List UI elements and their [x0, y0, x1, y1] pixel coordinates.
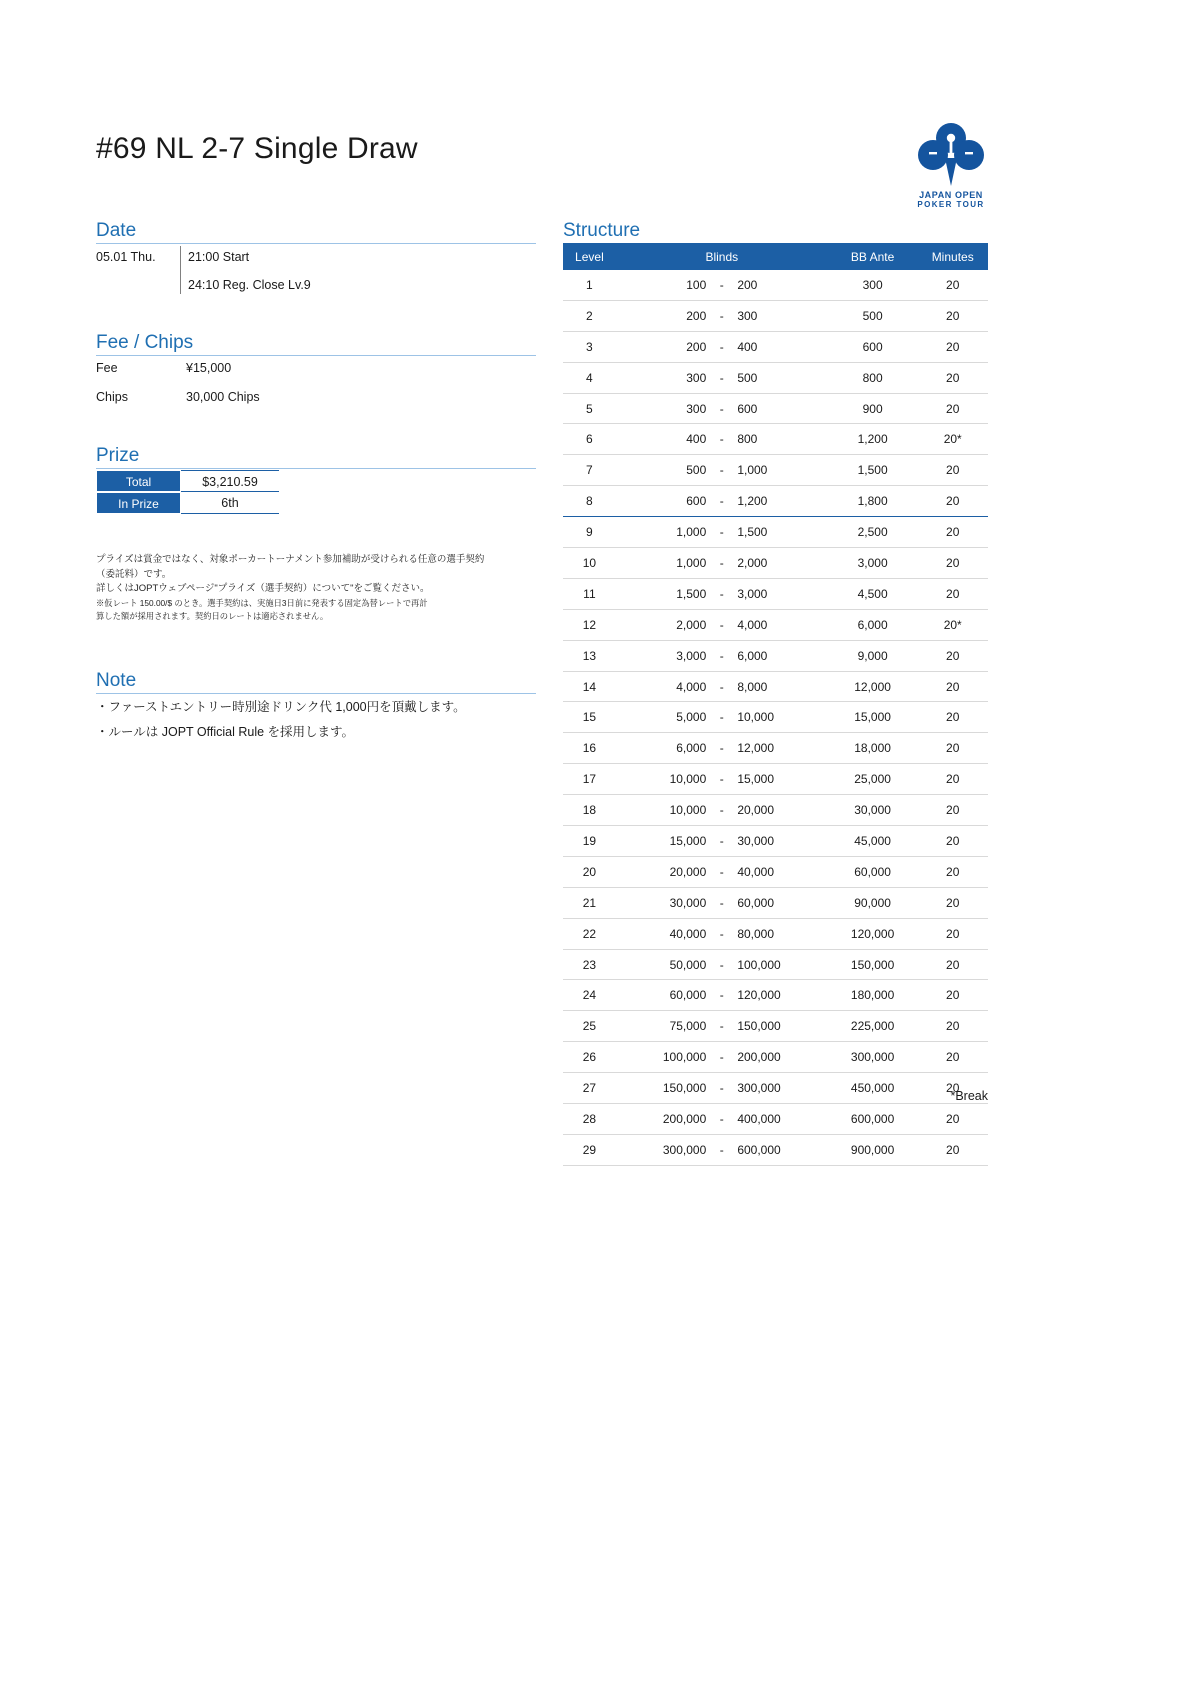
cell-minutes: 20: [917, 455, 988, 486]
cell-small-blind: 300: [616, 393, 710, 424]
cell-level: 24: [563, 980, 616, 1011]
cell-small-blind: 75,000: [616, 1011, 710, 1042]
table-row: [563, 764, 988, 795]
note-heading-rule: [96, 693, 536, 694]
cell-level: 3: [563, 331, 616, 362]
cell-minutes: 20: [917, 640, 988, 671]
fee-chips-heading-rule: [96, 355, 536, 356]
cell-big-blind: 1,000: [733, 455, 827, 486]
cell-small-blind: 1,000: [616, 548, 710, 579]
cell-level: 23: [563, 949, 616, 980]
table-row: [563, 949, 988, 980]
table-row: [563, 517, 988, 548]
cell-small-blind: 100,000: [616, 1042, 710, 1073]
cell-big-blind: 600: [733, 393, 827, 424]
cell-big-blind: 20,000: [733, 795, 827, 826]
cell-blind-dash: -: [710, 826, 733, 857]
structure-table-body: [563, 270, 988, 1165]
cell-big-blind: 4,000: [733, 609, 827, 640]
column-header-level: Level: [563, 243, 616, 270]
table-row: [563, 640, 988, 671]
cell-blind-dash: -: [710, 764, 733, 795]
cell-blind-dash: -: [710, 918, 733, 949]
table-row: [563, 609, 988, 640]
cell-bb-ante: 500: [828, 300, 918, 331]
cell-big-blind: 12,000: [733, 733, 827, 764]
table-row: [563, 702, 988, 733]
cell-minutes: 20*: [917, 609, 988, 640]
cell-bb-ante: 2,500: [828, 517, 918, 548]
cell-minutes: 20*: [917, 424, 988, 455]
cell-big-blind: 6,000: [733, 640, 827, 671]
cell-blind-dash: -: [710, 702, 733, 733]
cell-big-blind: 600,000: [733, 1134, 827, 1165]
cell-bb-ante: 900,000: [828, 1134, 918, 1165]
table-row: [563, 486, 988, 517]
cell-blind-dash: -: [710, 887, 733, 918]
structure-table: [563, 243, 988, 1166]
cell-level: 12: [563, 609, 616, 640]
cell-level: 10: [563, 548, 616, 579]
cell-small-blind: 20,000: [616, 856, 710, 887]
cell-big-blind: 15,000: [733, 764, 827, 795]
cell-blind-dash: -: [710, 548, 733, 579]
table-row: [563, 393, 988, 424]
cell-small-blind: 10,000: [616, 795, 710, 826]
table-row: [563, 1042, 988, 1073]
cell-minutes: 20: [917, 826, 988, 857]
date-day: 05.01 Thu.: [96, 250, 156, 264]
table-row: [96, 470, 279, 492]
cell-small-blind: 500: [616, 455, 710, 486]
note-heading: Note: [96, 670, 137, 691]
cell-bb-ante: 300: [828, 270, 918, 300]
cell-small-blind: 3,000: [616, 640, 710, 671]
cell-minutes: 20: [917, 733, 988, 764]
cell-big-blind: 150,000: [733, 1011, 827, 1042]
cell-minutes: 20: [917, 300, 988, 331]
cell-level: 15: [563, 702, 616, 733]
prize-disclaimer-line-3: 詳しくはJOPTウェブページ"プライズ（選手契約）について"をご覧ください。: [96, 583, 430, 595]
table-row: [563, 733, 988, 764]
cell-small-blind: 1,000: [616, 517, 710, 548]
chips-label: Chips: [96, 390, 128, 404]
cell-minutes: 20: [917, 1134, 988, 1165]
structure-table-head: [563, 243, 988, 270]
cell-blind-dash: -: [710, 331, 733, 362]
table-header-row: [563, 243, 988, 270]
cell-big-blind: 300,000: [733, 1073, 827, 1104]
date-start-time: 21:00 Start: [188, 250, 250, 264]
table-row: [563, 331, 988, 362]
cell-big-blind: 1,500: [733, 517, 827, 548]
cell-big-blind: 400,000: [733, 1104, 827, 1135]
cell-big-blind: 200,000: [733, 1042, 827, 1073]
cell-big-blind: 120,000: [733, 980, 827, 1011]
prize-disclaimer-line-4: ※仮レート 150.00/$ のとき。選手契約は、実施日3日前に発表する固定為替レートで再計: [96, 598, 428, 609]
cell-level: 8: [563, 486, 616, 517]
table-row: [563, 548, 988, 579]
cell-level: 16: [563, 733, 616, 764]
cell-bb-ante: 150,000: [828, 949, 918, 980]
cell-big-blind: 1,200: [733, 486, 827, 517]
date-reg-close: 24:10 Reg. Close Lv.9: [188, 278, 311, 292]
structure-table-wrapper: [563, 243, 988, 1166]
cell-small-blind: 300,000: [616, 1134, 710, 1165]
cell-blind-dash: -: [710, 733, 733, 764]
table-row: [563, 980, 988, 1011]
cell-level: 2: [563, 300, 616, 331]
cell-bb-ante: 1,500: [828, 455, 918, 486]
cell-level: 22: [563, 918, 616, 949]
cell-level: 14: [563, 671, 616, 702]
cell-level: 4: [563, 362, 616, 393]
cell-level: 1: [563, 270, 616, 300]
cell-big-blind: 40,000: [733, 856, 827, 887]
cell-minutes: 20: [917, 856, 988, 887]
cell-small-blind: 200: [616, 300, 710, 331]
cell-blind-dash: -: [710, 578, 733, 609]
cell-bb-ante: 3,000: [828, 548, 918, 579]
cell-minutes: 20: [917, 1042, 988, 1073]
prize-disclaimer-line-1: プライズは賞金ではなく、対象ポーカートーナメント参加補助が受けられる任意の選手契約: [96, 554, 485, 565]
cell-small-blind: 60,000: [616, 980, 710, 1011]
cell-bb-ante: 9,000: [828, 640, 918, 671]
cell-big-blind: 300: [733, 300, 827, 331]
cell-level: 13: [563, 640, 616, 671]
cell-big-blind: 3,000: [733, 578, 827, 609]
table-row: [563, 578, 988, 609]
date-heading-rule: [96, 243, 536, 244]
cell-blind-dash: -: [710, 949, 733, 980]
cell-blind-dash: -: [710, 362, 733, 393]
table-row: [563, 856, 988, 887]
logo-text-primary: JAPAN OPEN: [919, 190, 983, 200]
cell-blind-dash: -: [710, 517, 733, 548]
list-item: ・ファーストエントリー時別途ドリンク代 1,000円を頂戴します。: [96, 700, 466, 714]
table-row: [96, 492, 279, 514]
cell-bb-ante: 60,000: [828, 856, 918, 887]
cell-minutes: 20: [917, 1073, 988, 1104]
cell-level: 7: [563, 455, 616, 486]
cell-level: 17: [563, 764, 616, 795]
fee-chips-heading: Fee / Chips: [96, 332, 194, 353]
cell-blind-dash: -: [710, 393, 733, 424]
cell-level: 20: [563, 856, 616, 887]
cell-bb-ante: 45,000: [828, 826, 918, 857]
cell-bb-ante: 6,000: [828, 609, 918, 640]
table-row: [563, 1011, 988, 1042]
cell-minutes: 20: [917, 331, 988, 362]
chips-value: 30,000 Chips: [186, 390, 260, 404]
cell-minutes: 20: [917, 548, 988, 579]
cell-minutes: 20: [917, 795, 988, 826]
cell-big-blind: 30,000: [733, 826, 827, 857]
table-row: [563, 887, 988, 918]
cell-bb-ante: 30,000: [828, 795, 918, 826]
cell-level: 5: [563, 393, 616, 424]
cell-small-blind: 50,000: [616, 949, 710, 980]
cell-level: 6: [563, 424, 616, 455]
table-row: [563, 918, 988, 949]
column-header-minutes: Minutes: [917, 243, 988, 270]
cell-small-blind: 1,500: [616, 578, 710, 609]
cell-level: 28: [563, 1104, 616, 1135]
cell-big-blind: 60,000: [733, 887, 827, 918]
cell-level: 11: [563, 578, 616, 609]
cell-blind-dash: -: [710, 980, 733, 1011]
cell-minutes: 20: [917, 1011, 988, 1042]
cell-blind-dash: -: [710, 609, 733, 640]
cell-small-blind: 4,000: [616, 671, 710, 702]
note-list: [96, 695, 536, 745]
cell-big-blind: 10,000: [733, 702, 827, 733]
page-title: #69 NL 2-7 Single Draw: [96, 132, 418, 165]
prize-disclaimer-line-5: 算した額が採用されます。契約日のレートは適応されません。: [96, 611, 329, 622]
cell-bb-ante: 120,000: [828, 918, 918, 949]
cell-minutes: 20: [917, 949, 988, 980]
cell-small-blind: 100: [616, 270, 710, 300]
cell-small-blind: 5,000: [616, 702, 710, 733]
structure-heading: Structure: [563, 220, 641, 241]
cell-level: 9: [563, 517, 616, 548]
cell-minutes: 20: [917, 1104, 988, 1135]
date-divider: [180, 246, 181, 294]
cell-bb-ante: 1,800: [828, 486, 918, 517]
jopt-logo: [905, 118, 997, 216]
cell-small-blind: 6,000: [616, 733, 710, 764]
cell-level: 29: [563, 1134, 616, 1165]
cell-level: 25: [563, 1011, 616, 1042]
cell-minutes: 20: [917, 887, 988, 918]
cell-blind-dash: -: [710, 1134, 733, 1165]
cell-big-blind: 100,000: [733, 949, 827, 980]
cell-blind-dash: -: [710, 270, 733, 300]
cell-bb-ante: 600,000: [828, 1104, 918, 1135]
table-row: [563, 362, 988, 393]
cell-minutes: 20: [917, 393, 988, 424]
cell-bb-ante: 225,000: [828, 1011, 918, 1042]
cell-bb-ante: 18,000: [828, 733, 918, 764]
fee-label: Fee: [96, 361, 118, 375]
table-row: [563, 826, 988, 857]
cell-small-blind: 200: [616, 331, 710, 362]
table-row: [563, 270, 988, 300]
cell-big-blind: 200: [733, 270, 827, 300]
column-header-blinds: Blinds: [616, 243, 828, 270]
prize-total-value: $3,210.59: [181, 470, 279, 492]
cell-minutes: 20: [917, 671, 988, 702]
cell-small-blind: 2,000: [616, 609, 710, 640]
cell-level: 18: [563, 795, 616, 826]
table-row: [563, 1134, 988, 1165]
cell-minutes: 20: [917, 486, 988, 517]
cell-bb-ante: 180,000: [828, 980, 918, 1011]
table-row: [563, 424, 988, 455]
table-row: [563, 300, 988, 331]
table-row: [563, 671, 988, 702]
cell-small-blind: 30,000: [616, 887, 710, 918]
cell-bb-ante: 25,000: [828, 764, 918, 795]
cell-blind-dash: -: [710, 1073, 733, 1104]
prize-heading-rule: [96, 468, 536, 469]
cell-big-blind: 800: [733, 424, 827, 455]
list-item: ・ルールは JOPT Official Rule を採用します。: [96, 725, 355, 739]
cell-blind-dash: -: [710, 856, 733, 887]
cell-small-blind: 40,000: [616, 918, 710, 949]
cell-small-blind: 200,000: [616, 1104, 710, 1135]
cell-minutes: 20: [917, 702, 988, 733]
cell-minutes: 20: [917, 362, 988, 393]
cell-minutes: 20: [917, 578, 988, 609]
cell-bb-ante: 300,000: [828, 1042, 918, 1073]
prize-disclaimer: [96, 553, 526, 623]
prize-disclaimer-line-2: （委託料）です。: [96, 568, 172, 580]
cell-big-blind: 400: [733, 331, 827, 362]
cell-small-blind: 600: [616, 486, 710, 517]
cell-minutes: 20: [917, 980, 988, 1011]
cell-level: 27: [563, 1073, 616, 1104]
cell-blind-dash: -: [710, 1042, 733, 1073]
cell-blind-dash: -: [710, 671, 733, 702]
table-row: [563, 795, 988, 826]
table-row: [563, 455, 988, 486]
date-heading: Date: [96, 220, 137, 241]
cell-small-blind: 300: [616, 362, 710, 393]
cell-small-blind: 150,000: [616, 1073, 710, 1104]
cell-bb-ante: 12,000: [828, 671, 918, 702]
logo-text-secondary: POKER TOUR: [917, 200, 985, 209]
cell-small-blind: 10,000: [616, 764, 710, 795]
cell-small-blind: 15,000: [616, 826, 710, 857]
cell-blind-dash: -: [710, 640, 733, 671]
cell-blind-dash: -: [710, 424, 733, 455]
cell-big-blind: 80,000: [733, 918, 827, 949]
prize-total-label: Total: [96, 470, 181, 492]
cell-level: 21: [563, 887, 616, 918]
cell-bb-ante: 1,200: [828, 424, 918, 455]
cell-bb-ante: 15,000: [828, 702, 918, 733]
cell-bb-ante: 4,500: [828, 578, 918, 609]
cell-minutes: 20: [917, 764, 988, 795]
prize-inprize-label: In Prize: [96, 492, 181, 514]
cell-blind-dash: -: [710, 795, 733, 826]
table-row: [563, 1104, 988, 1135]
cell-big-blind: 8,000: [733, 671, 827, 702]
cell-big-blind: 500: [733, 362, 827, 393]
cell-minutes: 20: [917, 918, 988, 949]
cell-minutes: 20: [917, 270, 988, 300]
cell-bb-ante: 900: [828, 393, 918, 424]
cell-blind-dash: -: [710, 300, 733, 331]
cell-small-blind: 400: [616, 424, 710, 455]
cell-minutes: 20: [917, 517, 988, 548]
cell-big-blind: 2,000: [733, 548, 827, 579]
cell-blind-dash: -: [710, 486, 733, 517]
column-header-bb-ante: BB Ante: [828, 243, 918, 270]
prize-table: [96, 470, 279, 514]
prize-heading: Prize: [96, 445, 140, 466]
break-note: *Break: [950, 1089, 988, 1103]
cell-bb-ante: 450,000: [828, 1073, 918, 1104]
cell-level: 26: [563, 1042, 616, 1073]
cell-blind-dash: -: [710, 455, 733, 486]
cell-level: 19: [563, 826, 616, 857]
club-logo-icon: [905, 118, 997, 188]
cell-bb-ante: 800: [828, 362, 918, 393]
cell-bb-ante: 600: [828, 331, 918, 362]
cell-bb-ante: 90,000: [828, 887, 918, 918]
cell-blind-dash: -: [710, 1011, 733, 1042]
cell-blind-dash: -: [710, 1104, 733, 1135]
fee-value: ¥15,000: [186, 361, 232, 375]
prize-inprize-value: 6th: [181, 492, 279, 514]
